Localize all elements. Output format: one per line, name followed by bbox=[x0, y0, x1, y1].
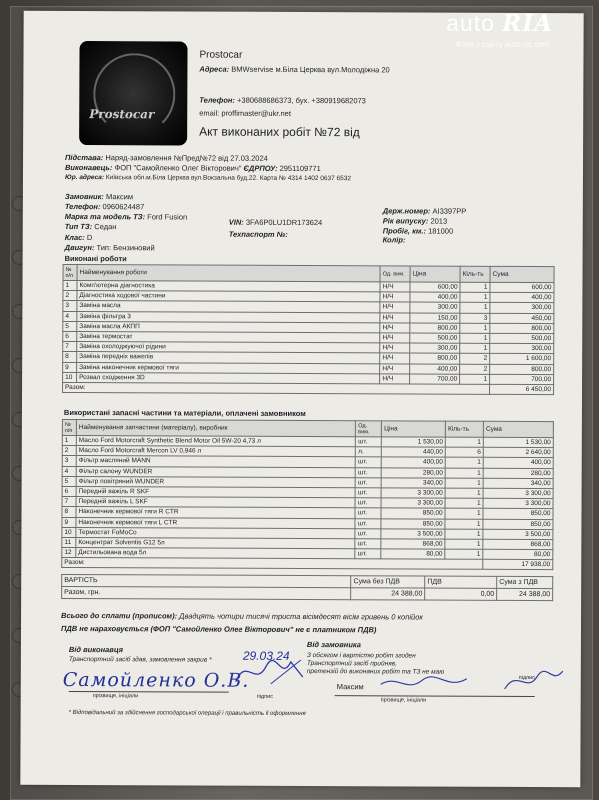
col-price: Ціна bbox=[410, 266, 460, 282]
customer-label: Замовник: bbox=[64, 191, 104, 202]
parts-total-row bbox=[62, 558, 553, 570]
type-label: Тип ТЗ: bbox=[64, 221, 93, 232]
act-document bbox=[20, 11, 583, 787]
row-name: Наконечник кермової тяги L CTR bbox=[76, 517, 355, 528]
row-name: Комп'ютерна діагностика bbox=[77, 281, 380, 293]
row-name: Заміна наконечник кермової тяги bbox=[77, 362, 380, 374]
col-name: Найменування роботи bbox=[77, 265, 380, 282]
company-email: proffimaster@ukr.net bbox=[221, 108, 291, 118]
row-unit: шт. bbox=[355, 508, 381, 518]
row-unit: шт. bbox=[355, 549, 381, 559]
row-unit: Н/Ч bbox=[380, 374, 410, 384]
no-vat-value: 24 388,00 bbox=[351, 588, 425, 600]
no-vat-label: Сума без ПДВ bbox=[351, 576, 425, 588]
row-num: 5 bbox=[62, 476, 76, 486]
row-price: 3 500,00 bbox=[381, 529, 445, 539]
row-name: Концентрат Solventis G12 5л bbox=[76, 537, 355, 548]
col-sum: Сума bbox=[490, 266, 554, 282]
row-unit: шт. bbox=[355, 488, 381, 498]
parts-rows bbox=[62, 435, 554, 559]
watermark-brand-a: auto bbox=[446, 10, 495, 36]
row-num: 10 bbox=[62, 527, 76, 537]
row-sum: 400,00 bbox=[490, 293, 554, 303]
row-unit: л. bbox=[356, 447, 382, 457]
row-sum: 450,00 bbox=[490, 313, 554, 323]
row-unit: Н/Ч bbox=[380, 312, 410, 322]
customer-sign-title: Від замовника bbox=[306, 640, 362, 650]
row-unit: шт. bbox=[355, 528, 381, 538]
row-num: 6 bbox=[62, 486, 76, 496]
row-qty: 1 bbox=[445, 468, 483, 478]
basis-label: Підстава: bbox=[65, 152, 104, 163]
row-sum: 800,00 bbox=[490, 364, 554, 374]
row-name: Заміна масла АКПП bbox=[77, 321, 380, 333]
customer-caption-name: прізвище, ініціали bbox=[380, 697, 427, 704]
row-qty: 6 bbox=[445, 447, 483, 457]
parts-total-label: Разом: bbox=[62, 558, 483, 570]
row-price: 400,00 bbox=[381, 457, 445, 467]
vat-value: 0,00 bbox=[425, 588, 497, 600]
row-name: Заміна охолоджуючої рідини bbox=[77, 342, 380, 354]
col-num: № п/п bbox=[63, 264, 77, 280]
row-num: 10 bbox=[63, 372, 77, 382]
row-name: Заміна термостат bbox=[77, 331, 380, 343]
row-num: 9 bbox=[63, 362, 77, 372]
row-price: 850,00 bbox=[381, 508, 445, 518]
row-name: Дистильована вода 5л bbox=[76, 548, 355, 559]
row-name: Передній важіль L SKF bbox=[76, 497, 355, 508]
row-sum: 2 640,00 bbox=[483, 447, 553, 457]
row-num: 7 bbox=[62, 497, 76, 507]
customer-phone-label: Телефон: bbox=[64, 201, 101, 212]
parts-table bbox=[61, 419, 554, 571]
row-price: 868,00 bbox=[381, 539, 445, 549]
row-qty: 1 bbox=[460, 374, 490, 384]
row-name: Термостат FoMoCo bbox=[76, 527, 355, 538]
legal-address-value: Київська обл.м.Біла Церква вул.Вокзальна буд.22. bbox=[105, 174, 258, 182]
company-logo bbox=[79, 41, 187, 145]
vat-note: ПДВ не нараховується (ФОП "Самойленко Олег Вікторович" не є платником ПДВ) bbox=[60, 623, 377, 635]
row-name: Масло Ford Motorcraft Mercon LV 0,946 л bbox=[76, 446, 355, 457]
plate-label: Держ.номер: bbox=[382, 206, 431, 216]
row-sum: 500,00 bbox=[490, 333, 554, 343]
customer-sign-text2: Транспортний засіб прийняв, bbox=[306, 660, 397, 668]
footnote: * Відповідальний за здійснення господарської операції і правильність її оформлення bbox=[68, 709, 306, 718]
car-type: Седан bbox=[94, 222, 117, 232]
row-sum: 3 300,00 bbox=[483, 498, 553, 508]
row-num: 8 bbox=[62, 507, 76, 517]
row-sum: 300,00 bbox=[490, 343, 554, 353]
row-num: 4 bbox=[62, 466, 76, 476]
with-vat-label: Сума з ПДВ bbox=[497, 576, 553, 588]
row-sum: 3 300,00 bbox=[483, 488, 553, 498]
row-sum: 850,00 bbox=[483, 509, 553, 519]
row-num: 2 bbox=[62, 446, 76, 456]
row-num: 11 bbox=[62, 537, 76, 547]
row-name: Заміна передніх важелів bbox=[77, 352, 380, 364]
row-unit: шт. bbox=[356, 437, 382, 447]
row-qty: 1 bbox=[460, 343, 490, 353]
row-unit: шт. bbox=[355, 467, 381, 477]
row-price: 300,00 bbox=[410, 343, 460, 353]
row-unit: шт. bbox=[355, 518, 381, 528]
works-total-label: Разом: bbox=[63, 382, 490, 394]
card-number: Карта № 4314 1402 0637 6532 bbox=[259, 174, 352, 183]
row-unit: Н/Ч bbox=[380, 302, 410, 312]
row-price: 80,00 bbox=[381, 549, 445, 559]
row-qty: 1 bbox=[445, 508, 483, 518]
col-name: Найменування запчастини (матеріалу), виробник bbox=[76, 420, 355, 437]
row-name: Діагностика ходової частини bbox=[77, 291, 380, 303]
row-qty: 1 bbox=[445, 458, 483, 468]
works-table bbox=[62, 264, 555, 395]
row-qty: 1 bbox=[460, 333, 490, 343]
parts-section-title: Використані запасні частини та матеріали, оплачені замовником bbox=[63, 407, 306, 419]
page-title: Акт виконаних робіт №72 від bbox=[199, 124, 360, 140]
mileage-label: Пробіг, км.: bbox=[382, 226, 427, 236]
executor-sign-text: Транспортний засіб здав, замовлення закрив * bbox=[68, 655, 212, 664]
executor-value: ФОП "Самойленко Олег Вікторович" bbox=[114, 163, 242, 173]
row-qty: 1 bbox=[445, 478, 483, 488]
car-class: D bbox=[86, 233, 93, 243]
address-label: Адреса: bbox=[199, 64, 230, 74]
executor-label: Виконавець: bbox=[64, 162, 113, 173]
speedometer-icon bbox=[93, 53, 175, 135]
works-total-row bbox=[63, 382, 554, 394]
customer-sign-name: Максим bbox=[336, 682, 364, 692]
row-price: 700,00 bbox=[410, 374, 460, 384]
row-qty: 1 bbox=[460, 292, 490, 302]
row-sum: 300,00 bbox=[490, 303, 554, 313]
col-unit: Од. вим. bbox=[356, 421, 382, 437]
vin-value: 3FA6P0LU1DR173624 bbox=[245, 217, 323, 228]
row-num: 1 bbox=[63, 280, 77, 290]
row-price: 300,00 bbox=[410, 302, 460, 312]
executor-signature-icon bbox=[231, 652, 311, 692]
year-label: Рік випуску: bbox=[382, 216, 429, 226]
customer-sign-text3: претензій до виконаних робіт та ТЗ не маю bbox=[306, 668, 445, 676]
row-num: 12 bbox=[62, 548, 76, 558]
row-price: 340,00 bbox=[381, 478, 445, 488]
row-price: 440,00 bbox=[382, 447, 446, 457]
row-price: 3 300,00 bbox=[381, 498, 445, 508]
row-qty: 1 bbox=[445, 539, 483, 549]
company-address: BMWservise м.Біла Церква вул.Молодіжна 20 bbox=[231, 64, 390, 75]
executor-caption-name: прізвище, ініціали bbox=[92, 693, 139, 700]
class-label: Клас: bbox=[64, 232, 85, 243]
executor-caption-sign: підпис bbox=[256, 693, 273, 700]
summary-total-label: Разом, грн. bbox=[62, 586, 351, 599]
row-name: Передній важіль R SKF bbox=[76, 486, 355, 497]
row-unit: шт. bbox=[355, 477, 381, 487]
row-unit: Н/Ч bbox=[380, 282, 410, 292]
row-price: 400,00 bbox=[410, 292, 460, 302]
row-unit: Н/Ч bbox=[380, 353, 410, 363]
row-sum: 340,00 bbox=[483, 478, 553, 488]
customer-signature-icon bbox=[377, 666, 567, 697]
works-rows bbox=[63, 280, 554, 384]
row-unit: Н/Ч bbox=[380, 343, 410, 353]
row-price: 800,00 bbox=[410, 353, 460, 363]
row-sum: 80,00 bbox=[483, 549, 553, 559]
row-price: 500,00 bbox=[410, 333, 460, 343]
row-sum: 1 530,00 bbox=[483, 437, 553, 447]
col-num: № п/п bbox=[62, 419, 76, 435]
row-qty: 1 bbox=[445, 549, 483, 559]
row-price: 3 300,00 bbox=[381, 488, 445, 498]
row-num: 6 bbox=[63, 331, 77, 341]
col-qty: Кіль-ть bbox=[445, 421, 483, 437]
row-num: 7 bbox=[63, 342, 77, 352]
vin-label: VIN: bbox=[228, 217, 244, 227]
row-sum: 280,00 bbox=[483, 468, 553, 478]
row-price: 400,00 bbox=[410, 363, 460, 373]
row-unit: шт. bbox=[355, 539, 381, 549]
plate-value: AI3397PP bbox=[432, 206, 467, 216]
row-price: 280,00 bbox=[381, 467, 445, 477]
row-unit: Н/Ч bbox=[380, 363, 410, 373]
row-qty: 1 bbox=[445, 437, 483, 447]
row-price: 150,00 bbox=[410, 313, 460, 323]
words-label: Всього до сплати (прописом): bbox=[61, 610, 178, 621]
year-value: 2013 bbox=[430, 216, 448, 226]
row-name: Масло Ford Motorcraft Synthetic Blend Motor Oil 5W-20 4,73 л bbox=[76, 436, 355, 447]
autoria-watermark bbox=[446, 10, 553, 37]
row-name: Наконечник кермової тяги R CTR bbox=[76, 507, 355, 518]
company-name: Prostocar bbox=[199, 49, 243, 61]
customer-phone: 0960624487 bbox=[102, 202, 145, 212]
customer-sign-text1: З обсягом і вартістю робіт згоден bbox=[306, 652, 416, 660]
edrpou-value: 2951109771 bbox=[279, 163, 321, 174]
row-num: 8 bbox=[63, 352, 77, 362]
row-price: 800,00 bbox=[410, 323, 460, 333]
parts-total-value: 17 938,00 bbox=[483, 560, 553, 570]
car-model: Ford Fusion bbox=[147, 212, 188, 222]
row-price: 1 530,00 bbox=[382, 437, 446, 447]
executor-handwritten-name: Самойленко О.В. bbox=[62, 668, 250, 692]
col-price: Ціна bbox=[382, 421, 446, 437]
row-price: 600,00 bbox=[410, 282, 460, 292]
row-price: 850,00 bbox=[381, 518, 445, 528]
row-sum: 600,00 bbox=[490, 282, 554, 292]
row-qty: 1 bbox=[460, 323, 490, 333]
email-label: email: bbox=[199, 108, 220, 118]
vat-label: ПДВ bbox=[425, 576, 497, 588]
words-value: Двадцять чотири тисячі триста вісімдесят вісім гривень 0 копійок bbox=[179, 611, 423, 622]
row-qty: 1 bbox=[460, 303, 490, 313]
model-label: Марка та модель ТЗ: bbox=[64, 211, 146, 222]
row-num: 2 bbox=[63, 291, 77, 301]
row-name: Фільтр повітряний WUNDER bbox=[76, 476, 355, 487]
row-sum: 400,00 bbox=[483, 458, 553, 468]
engine-label: Двигун: bbox=[64, 242, 95, 253]
row-qty: 1 bbox=[445, 498, 483, 508]
row-unit: Н/Ч bbox=[380, 292, 410, 302]
row-name: Розвал сходження 3D bbox=[77, 372, 380, 384]
edrpou-label: ЄДРПОУ: bbox=[243, 163, 278, 173]
passport-label: Техпаспорт №: bbox=[228, 229, 288, 239]
basis-value: Наряд-замовлення №Пред№72 від 27.03.2024 bbox=[105, 153, 268, 163]
row-num: 5 bbox=[63, 321, 77, 331]
row-qty: 1 bbox=[460, 282, 490, 292]
phone-label: Телефон: bbox=[199, 95, 235, 105]
with-vat-value: 24 388,00 bbox=[497, 588, 553, 600]
row-num: 3 bbox=[62, 456, 76, 466]
row-sum: 850,00 bbox=[483, 519, 553, 529]
row-name: Заміна фільтра 3 bbox=[77, 311, 380, 323]
row-sum: 3 500,00 bbox=[483, 529, 553, 539]
cost-label: ВАРТІСТЬ bbox=[62, 574, 351, 587]
summary-table bbox=[61, 574, 553, 601]
logo-text: Prostocar bbox=[89, 107, 155, 122]
color-label: Колір: bbox=[382, 235, 406, 245]
legal-address-label: Юр. адреса: bbox=[64, 173, 105, 182]
watermark-brand-b: RIA bbox=[502, 10, 553, 37]
col-sum: Сума bbox=[483, 421, 553, 437]
row-name: Фільтр масляний MANN bbox=[76, 456, 355, 467]
col-unit: Од. вим. bbox=[380, 266, 410, 282]
watermark-subtitle: Фото з сайту auto.ria.com bbox=[455, 40, 549, 49]
row-sum: 800,00 bbox=[490, 323, 554, 333]
works-total-value: 6 450,00 bbox=[490, 384, 554, 394]
row-unit: шт. bbox=[355, 498, 381, 508]
row-sum: 868,00 bbox=[483, 539, 553, 549]
row-name: Фільтр салону WUNDER bbox=[76, 466, 355, 477]
company-phone: +380688686373, бух. +380919682073 bbox=[237, 95, 366, 106]
engine-value: Тип: Бензиновий bbox=[96, 243, 155, 253]
row-unit: Н/Ч bbox=[380, 323, 410, 333]
executor-sign-title: Від виконавця bbox=[68, 644, 124, 655]
row-qty: 1 bbox=[445, 529, 483, 539]
row-num: 3 bbox=[63, 301, 77, 311]
row-num: 1 bbox=[62, 435, 76, 445]
row-qty: 1 bbox=[445, 519, 483, 529]
row-qty: 2 bbox=[460, 364, 490, 374]
row-sum: 1 600,00 bbox=[490, 354, 554, 364]
customer-caption-sign: підпис bbox=[518, 674, 536, 682]
row-num: 4 bbox=[63, 311, 77, 321]
mileage-value: 181000 bbox=[428, 226, 454, 236]
works-section-title: Виконані роботи bbox=[64, 253, 127, 264]
col-qty: Кіль-ть bbox=[460, 266, 490, 282]
customer-name: Максим bbox=[106, 192, 134, 202]
row-num: 9 bbox=[62, 517, 76, 527]
row-qty: 1 bbox=[445, 488, 483, 498]
row-qty: 3 bbox=[460, 313, 490, 323]
divider bbox=[335, 695, 535, 697]
row-name: Заміна масла bbox=[77, 301, 380, 313]
row-unit: шт. bbox=[356, 457, 382, 467]
row-qty: 2 bbox=[460, 354, 490, 364]
sign-date: 29.03.24 bbox=[242, 648, 290, 663]
row-unit: Н/Ч bbox=[380, 333, 410, 343]
row-sum: 700,00 bbox=[490, 374, 554, 384]
